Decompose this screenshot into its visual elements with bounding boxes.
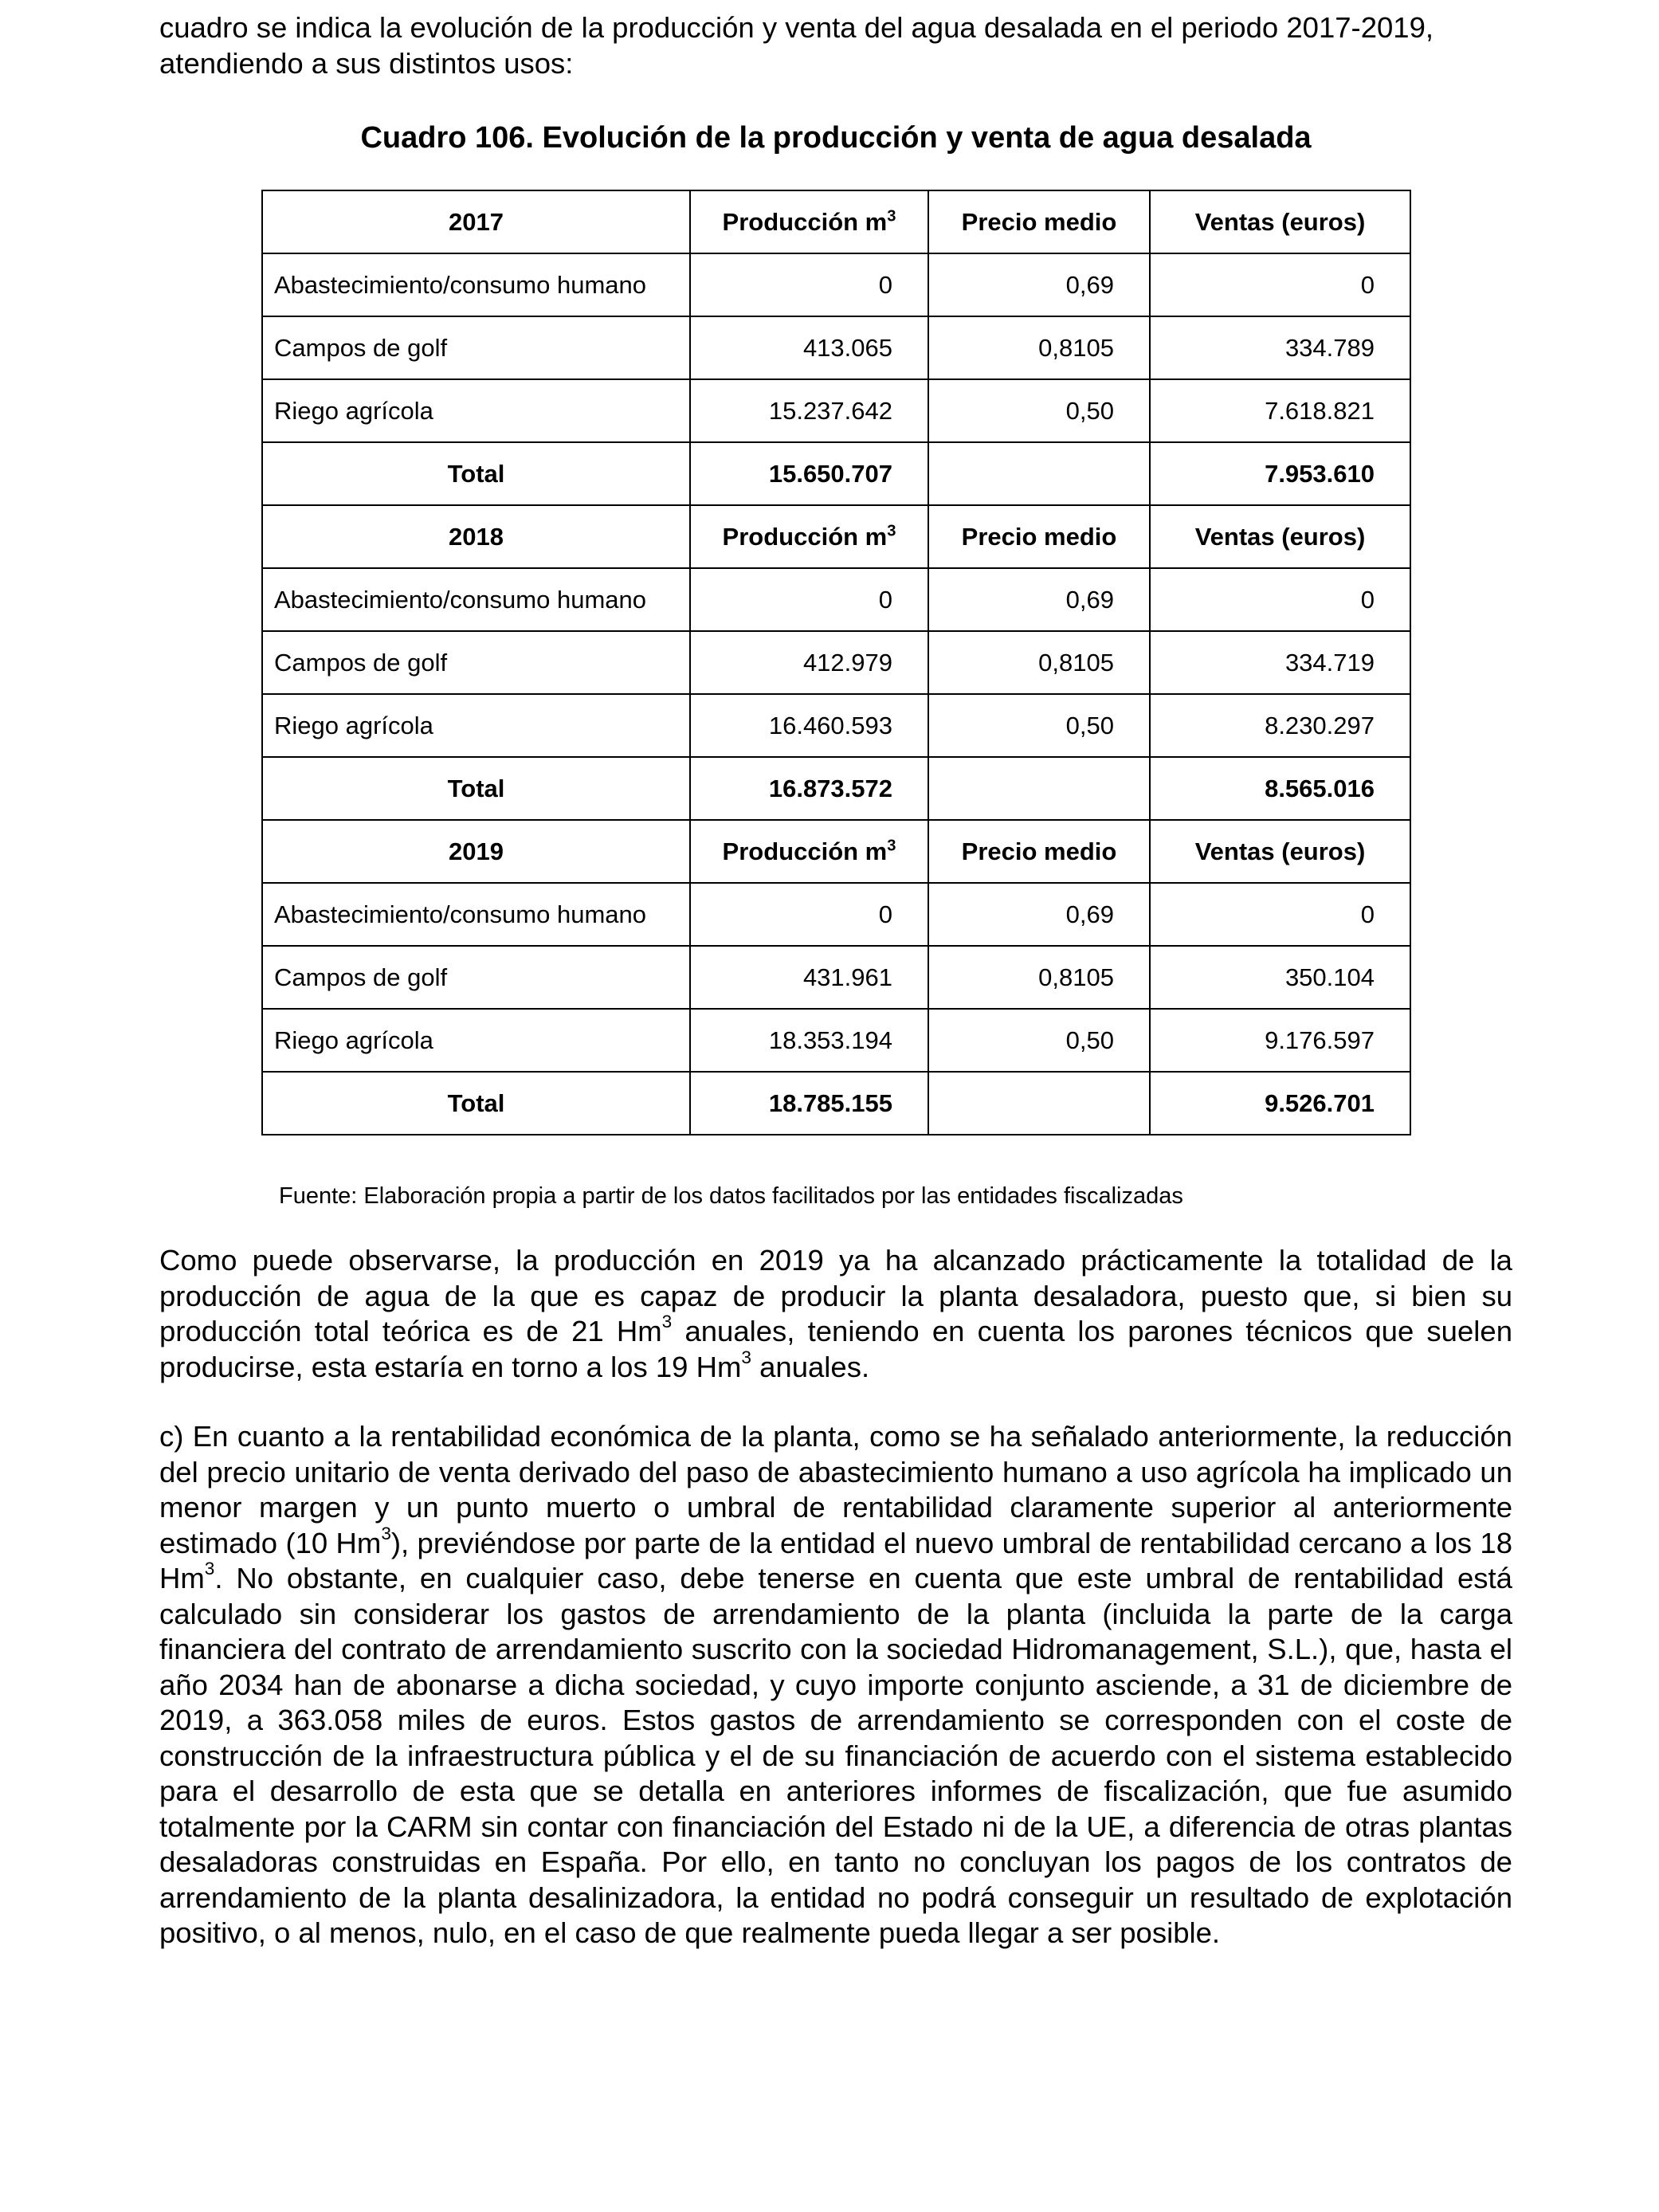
row-label: Abastecimiento/consumo humano	[262, 883, 690, 946]
row-label: Abastecimiento/consumo humano	[262, 253, 690, 316]
table-row	[262, 946, 1410, 1009]
table-header-row-2017	[262, 190, 1410, 253]
production-cell: 0	[690, 253, 928, 316]
production-cell: 413.065	[690, 316, 928, 379]
table-row	[262, 379, 1410, 442]
price-cell: 0,50	[928, 694, 1150, 757]
row-label: Campos de golf	[262, 631, 690, 694]
production-cell: 18.353.194	[690, 1009, 928, 1072]
total-price	[928, 442, 1150, 505]
sales-header: Ventas (euros)	[1150, 820, 1410, 883]
sales-cell: 0	[1150, 883, 1410, 946]
price-cell: 0,50	[928, 379, 1150, 442]
table-row	[262, 253, 1410, 316]
price-header: Precio medio	[928, 505, 1150, 568]
price-cell: 0,69	[928, 253, 1150, 316]
table-total-row	[262, 757, 1410, 820]
body-paragraph-profitability: c) En cuanto a la rentabilidad económica de la planta, como se ha señalado anteriormente, la reducción del precio unitario de venta derivado del paso de abastecimiento humano a uso agrícola ha implicado un menor margen y un punto muerto o umbral de rentabilidad claramente superior al anteriormente estimado (10 Hm$^3$), previéndose por parte de la entidad el nuevo umbral de rentabilidad cercano a los 18 Hm$^3$. No obstante, en cualquier caso, debe tenerse en cuenta que este umbral de rentabilidad está calculado sin considerar los gastos de arrendamiento de la planta (incluida la parte de la carga financiera del contrato de arrendamiento suscrito con la sociedad Hidromanagement, S.L.), que, hasta el año 2034 han de abonarse a dicha sociedad, y cuyo importe conjunto asciende, a 31 de diciembre de 2019, a 363.058 miles de euros. Estos gastos de arrendamiento se corresponden con el coste de construcción de la infraestructura pública y el de su financiación de acuerdo con el sistema establecido para el desarrollo de esta que se detalla en anteriores informes de fiscalización, que fue asumido totalmente por la CARM sin contar con financiación del Estado ni de la UE, a diferencia de otras plantas desaladoras construidas en España. Por ello, en tanto no concluyan los pagos de los contratos de arrendamiento de la planta desalinizadora, la entidad no podrá conseguir un resultado de explotación positivo, o al menos, nulo, en el caso de que realmente pueda llegar a ser posible.	[159, 1420, 1512, 1949]
table-row	[262, 568, 1410, 631]
production-header: Producción $m^3$	[690, 505, 928, 568]
row-label: Abastecimiento/consumo humano	[262, 568, 690, 631]
sales-cell: 7.618.821	[1150, 379, 1410, 442]
year-header: 2017	[262, 190, 690, 253]
total-sales: 7.953.610	[1150, 442, 1410, 505]
row-label: Riego agrícola	[262, 1009, 690, 1072]
price-cell: 0,69	[928, 883, 1150, 946]
price-cell: 0,50	[928, 1009, 1150, 1072]
price-cell: 0,69	[928, 568, 1150, 631]
sales-cell: 334.719	[1150, 631, 1410, 694]
body-paragraph-production: Como puede observarse, la producción en 2019 ya ha alcanzado prácticamente la totalidad de la producción de agua de la que es capaz de producir la planta desaladora, puesto que, si bien su producción total teórica es de 21 Hm$^3$ anuales, teniendo en cuenta los parones técnicos que suelen producirse, esta estaría en torno a los 19 Hm$^3$ anuales.	[159, 1244, 1512, 1383]
sales-header: Ventas (euros)	[1150, 505, 1410, 568]
total-label: Total	[262, 1072, 690, 1135]
total-price	[928, 757, 1150, 820]
total-sales: 9.526.701	[1150, 1072, 1410, 1135]
table-total-row	[262, 442, 1410, 505]
table-total-row	[262, 1072, 1410, 1135]
year-header: 2018	[262, 505, 690, 568]
table-row	[262, 631, 1410, 694]
production-cell: 0	[690, 883, 928, 946]
sales-cell: 8.230.297	[1150, 694, 1410, 757]
intro-paragraph: cuadro se indica la evolución de la producción y venta del agua desalada en el periodo 2017-2019, atendiendo a sus distintos usos:	[159, 11, 1434, 80]
sales-cell: 9.176.597	[1150, 1009, 1410, 1072]
table-header-row-2019	[262, 820, 1410, 883]
production-cell: 412.979	[690, 631, 928, 694]
sales-cell: 350.104	[1150, 946, 1410, 1009]
total-price	[928, 1072, 1150, 1135]
sales-cell: 0	[1150, 568, 1410, 631]
row-label: Riego agrícola	[262, 379, 690, 442]
table-header-row-2018	[262, 505, 1410, 568]
price-header: Precio medio	[928, 190, 1150, 253]
price-header: Precio medio	[928, 820, 1150, 883]
price-cell: 0,8105	[928, 316, 1150, 379]
production-cell: 16.460.593	[690, 694, 928, 757]
table-row	[262, 316, 1410, 379]
total-sales: 8.565.016	[1150, 757, 1410, 820]
price-cell: 0,8105	[928, 631, 1150, 694]
table-source-note: Fuente: Elaboración propia a partir de los datos facilitados por las entidades fiscalizadas	[279, 1183, 1183, 1209]
table-row	[262, 883, 1410, 946]
total-production: 15.650.707	[690, 442, 928, 505]
year-header: 2019	[262, 820, 690, 883]
table-caption: Cuadro 106. Evolución de la producción y venta de agua desalada	[360, 121, 1312, 155]
production-cell: 0	[690, 568, 928, 631]
sales-cell: 334.789	[1150, 316, 1410, 379]
row-label: Campos de golf	[262, 316, 690, 379]
production-header: Producción $m^3$	[690, 190, 928, 253]
table-row	[262, 694, 1410, 757]
total-production: 18.785.155	[690, 1072, 928, 1135]
production-header: Producción $m^3$	[690, 820, 928, 883]
production-sales-table	[261, 190, 1411, 1135]
total-label: Total	[262, 442, 690, 505]
table-row	[262, 1009, 1410, 1072]
production-cell: 431.961	[690, 946, 928, 1009]
row-label: Campos de golf	[262, 946, 690, 1009]
price-cell: 0,8105	[928, 946, 1150, 1009]
production-cell: 15.237.642	[690, 379, 928, 442]
sales-header: Ventas (euros)	[1150, 190, 1410, 253]
total-label: Total	[262, 757, 690, 820]
total-production: 16.873.572	[690, 757, 928, 820]
row-label: Riego agrícola	[262, 694, 690, 757]
sales-cell: 0	[1150, 253, 1410, 316]
